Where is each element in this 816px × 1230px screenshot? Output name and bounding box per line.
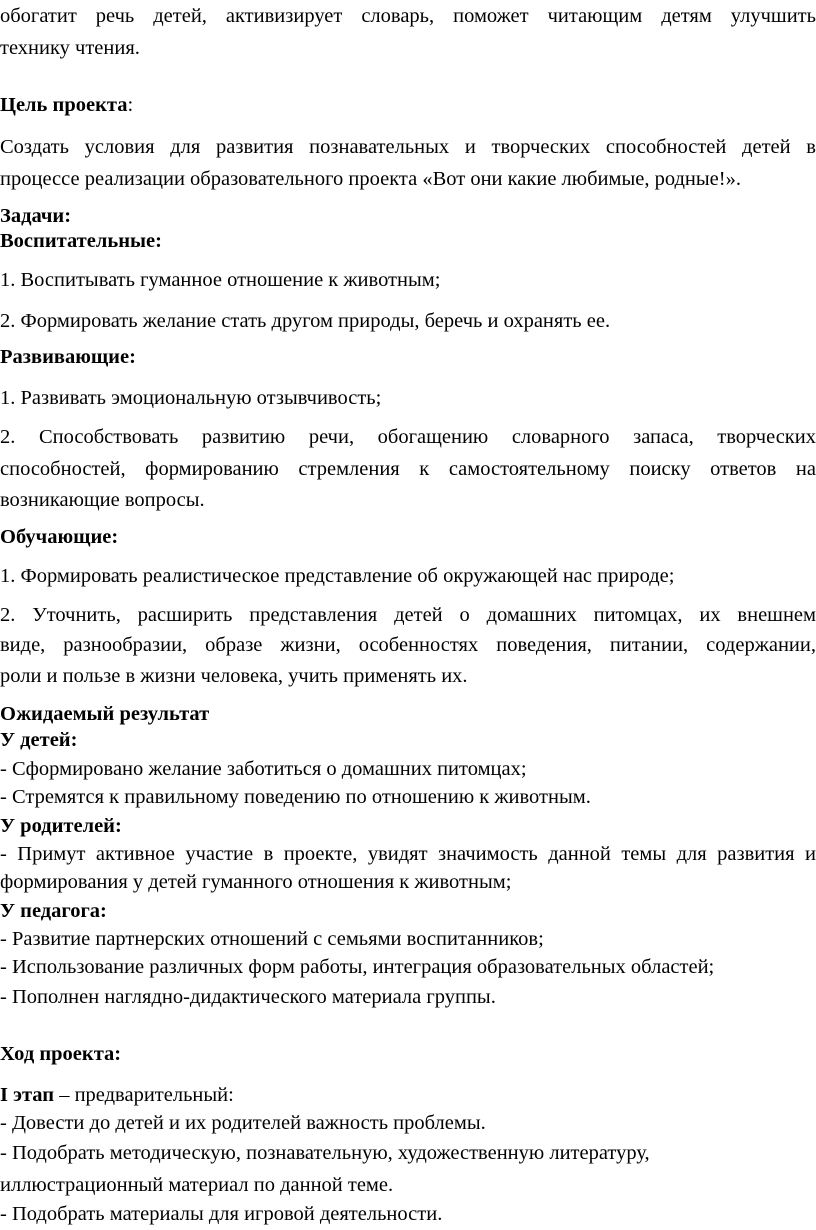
teaching-heading: Обучающие: — [0, 526, 119, 548]
educational-item-2: 2. Формировать желание стать другом природы, беречь и охранять ее. — [0, 310, 611, 332]
teaching-item-2-line-1: 2. Уточнить, расширить представления детей о домашних питомцах, их внешнем — [0, 604, 816, 626]
stage1-line-2: - Подобрать методическую, познавательную, художественную литературу, — [0, 1142, 650, 1164]
teaching-item-2-line-2: виде, разнообразии, образе жизни, особенностях поведения, питании, содержании, — [0, 634, 816, 656]
developmental-item-2-line-2: способностей, формированию стремления к самостоятельному поиску ответов на — [0, 458, 816, 480]
goal-heading: Цель проекта — [0, 94, 128, 116]
parents-line-1: - Примут активное участие в проекте, увидят значимость данной темы для развития и — [0, 843, 816, 865]
course-heading: Ход проекта: — [0, 1043, 122, 1065]
stage1-label: I этап — [0, 1084, 55, 1106]
goal-heading-line — [0, 93, 816, 117]
children-heading: У детей: — [0, 729, 78, 751]
teacher-item-1: - Развитие партнерских отношений с семьями воспитанников; — [0, 928, 544, 950]
teacher-item-3: - Пополнен наглядно-дидактического материала группы. — [0, 986, 496, 1008]
teaching-item-2-line-3: роли и пользе в жизни человека, учить применять их. — [0, 665, 468, 687]
result-heading: Ожидаемый результат — [0, 703, 210, 725]
intro-line-2: технику чтения. — [0, 37, 140, 59]
children-item-1: - Сформировано желание заботиться о домашних питомцах; — [0, 758, 527, 780]
goal-line-2: процессе реализации образовательного проекта «Вот они какие любимые, родные!». — [0, 168, 741, 190]
teaching-item-1: 1. Формировать реалистическое представление об окружающей нас природе; — [0, 565, 675, 587]
parents-line-2: формирования у детей гуманного отношения к животным; — [0, 871, 512, 893]
goal-heading-colon: : — [127, 94, 134, 116]
stage1-text: – предварительный: — [54, 1084, 234, 1106]
teacher-item-2: - Использование различных форм работы, интеграция образовательных областей; — [0, 956, 715, 978]
developmental-item-2-line-1: 2. Способствовать развитию речи, обогащению словарного запаса, творческих — [0, 426, 816, 448]
goal-line-1: Создать условия для развития познавательных и творческих способностей детей в — [0, 136, 816, 158]
stage1-heading-line — [0, 1083, 816, 1107]
developmental-item-1: 1. Развивать эмоциональную отзывчивость; — [0, 387, 382, 409]
developmental-item-2-line-3: возникающие вопросы. — [0, 489, 205, 511]
stage1-line-4: - Подобрать материалы для игровой деятельности. — [0, 1203, 443, 1225]
intro-line-1: обогатит речь детей, активизирует словарь, поможет читающим детям улучшить — [0, 5, 816, 27]
teacher-heading: У педагога: — [0, 900, 107, 922]
parents-heading: У родителей: — [0, 815, 122, 837]
developmental-heading: Развивающие: — [0, 346, 136, 368]
educational-item-1: 1. Воспитывать гуманное отношение к животным; — [0, 269, 441, 291]
stage1-line-1: - Довести до детей и их родителей важность проблемы. — [0, 1112, 486, 1134]
educational-heading: Воспитательные: — [0, 230, 162, 252]
stage1-line-3: иллюстрационный материал по данной теме. — [0, 1174, 394, 1196]
children-item-2: - Стремятся к правильному поведению по отношению к животным. — [0, 786, 591, 808]
tasks-heading: Задачи: — [0, 205, 72, 227]
